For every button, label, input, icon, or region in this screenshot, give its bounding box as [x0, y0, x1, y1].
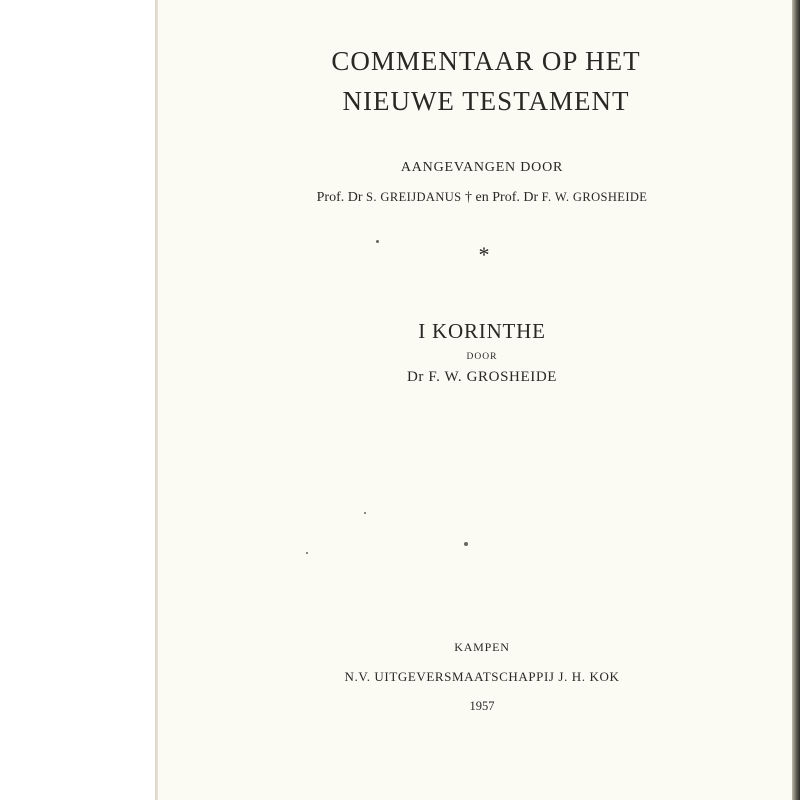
paper-speck	[306, 552, 308, 554]
book-page	[158, 0, 794, 800]
imprint-year: 1957	[469, 699, 495, 713]
editor-1-name: S. GREIJDANUS	[366, 190, 462, 204]
page-right-edge-shadow	[792, 0, 800, 800]
imprint-publisher: N.V. UITGEVERSMAATSCHAPPIJ J. H. KOK	[344, 669, 620, 684]
asterisk-ornament: *	[478, 242, 490, 267]
paper-speck	[464, 542, 468, 546]
editor-2-prefix: en Prof. Dr	[475, 190, 542, 205]
volume-author: Dr F. W. GROSHEIDE	[406, 369, 558, 385]
editor-2-name: F. W. GROSHEIDE	[541, 190, 648, 204]
volume-title: I KORINTHE	[418, 319, 546, 343]
imprint-place: KAMPEN	[454, 640, 510, 654]
dagger-mark: †	[461, 190, 476, 205]
by-label: DOOR	[466, 352, 498, 362]
series-title-line-1: COMMENTAAR OP HET	[331, 46, 641, 76]
series-editors	[164, 190, 794, 206]
editor-1-prefix: Prof. Dr	[316, 190, 367, 205]
paper-speck	[376, 240, 379, 243]
begun-by-label: AANGEVANGEN DOOR	[400, 160, 564, 175]
series-title-line-2: NIEUWE TESTAMENT	[342, 86, 630, 116]
paper-speck	[364, 512, 366, 514]
